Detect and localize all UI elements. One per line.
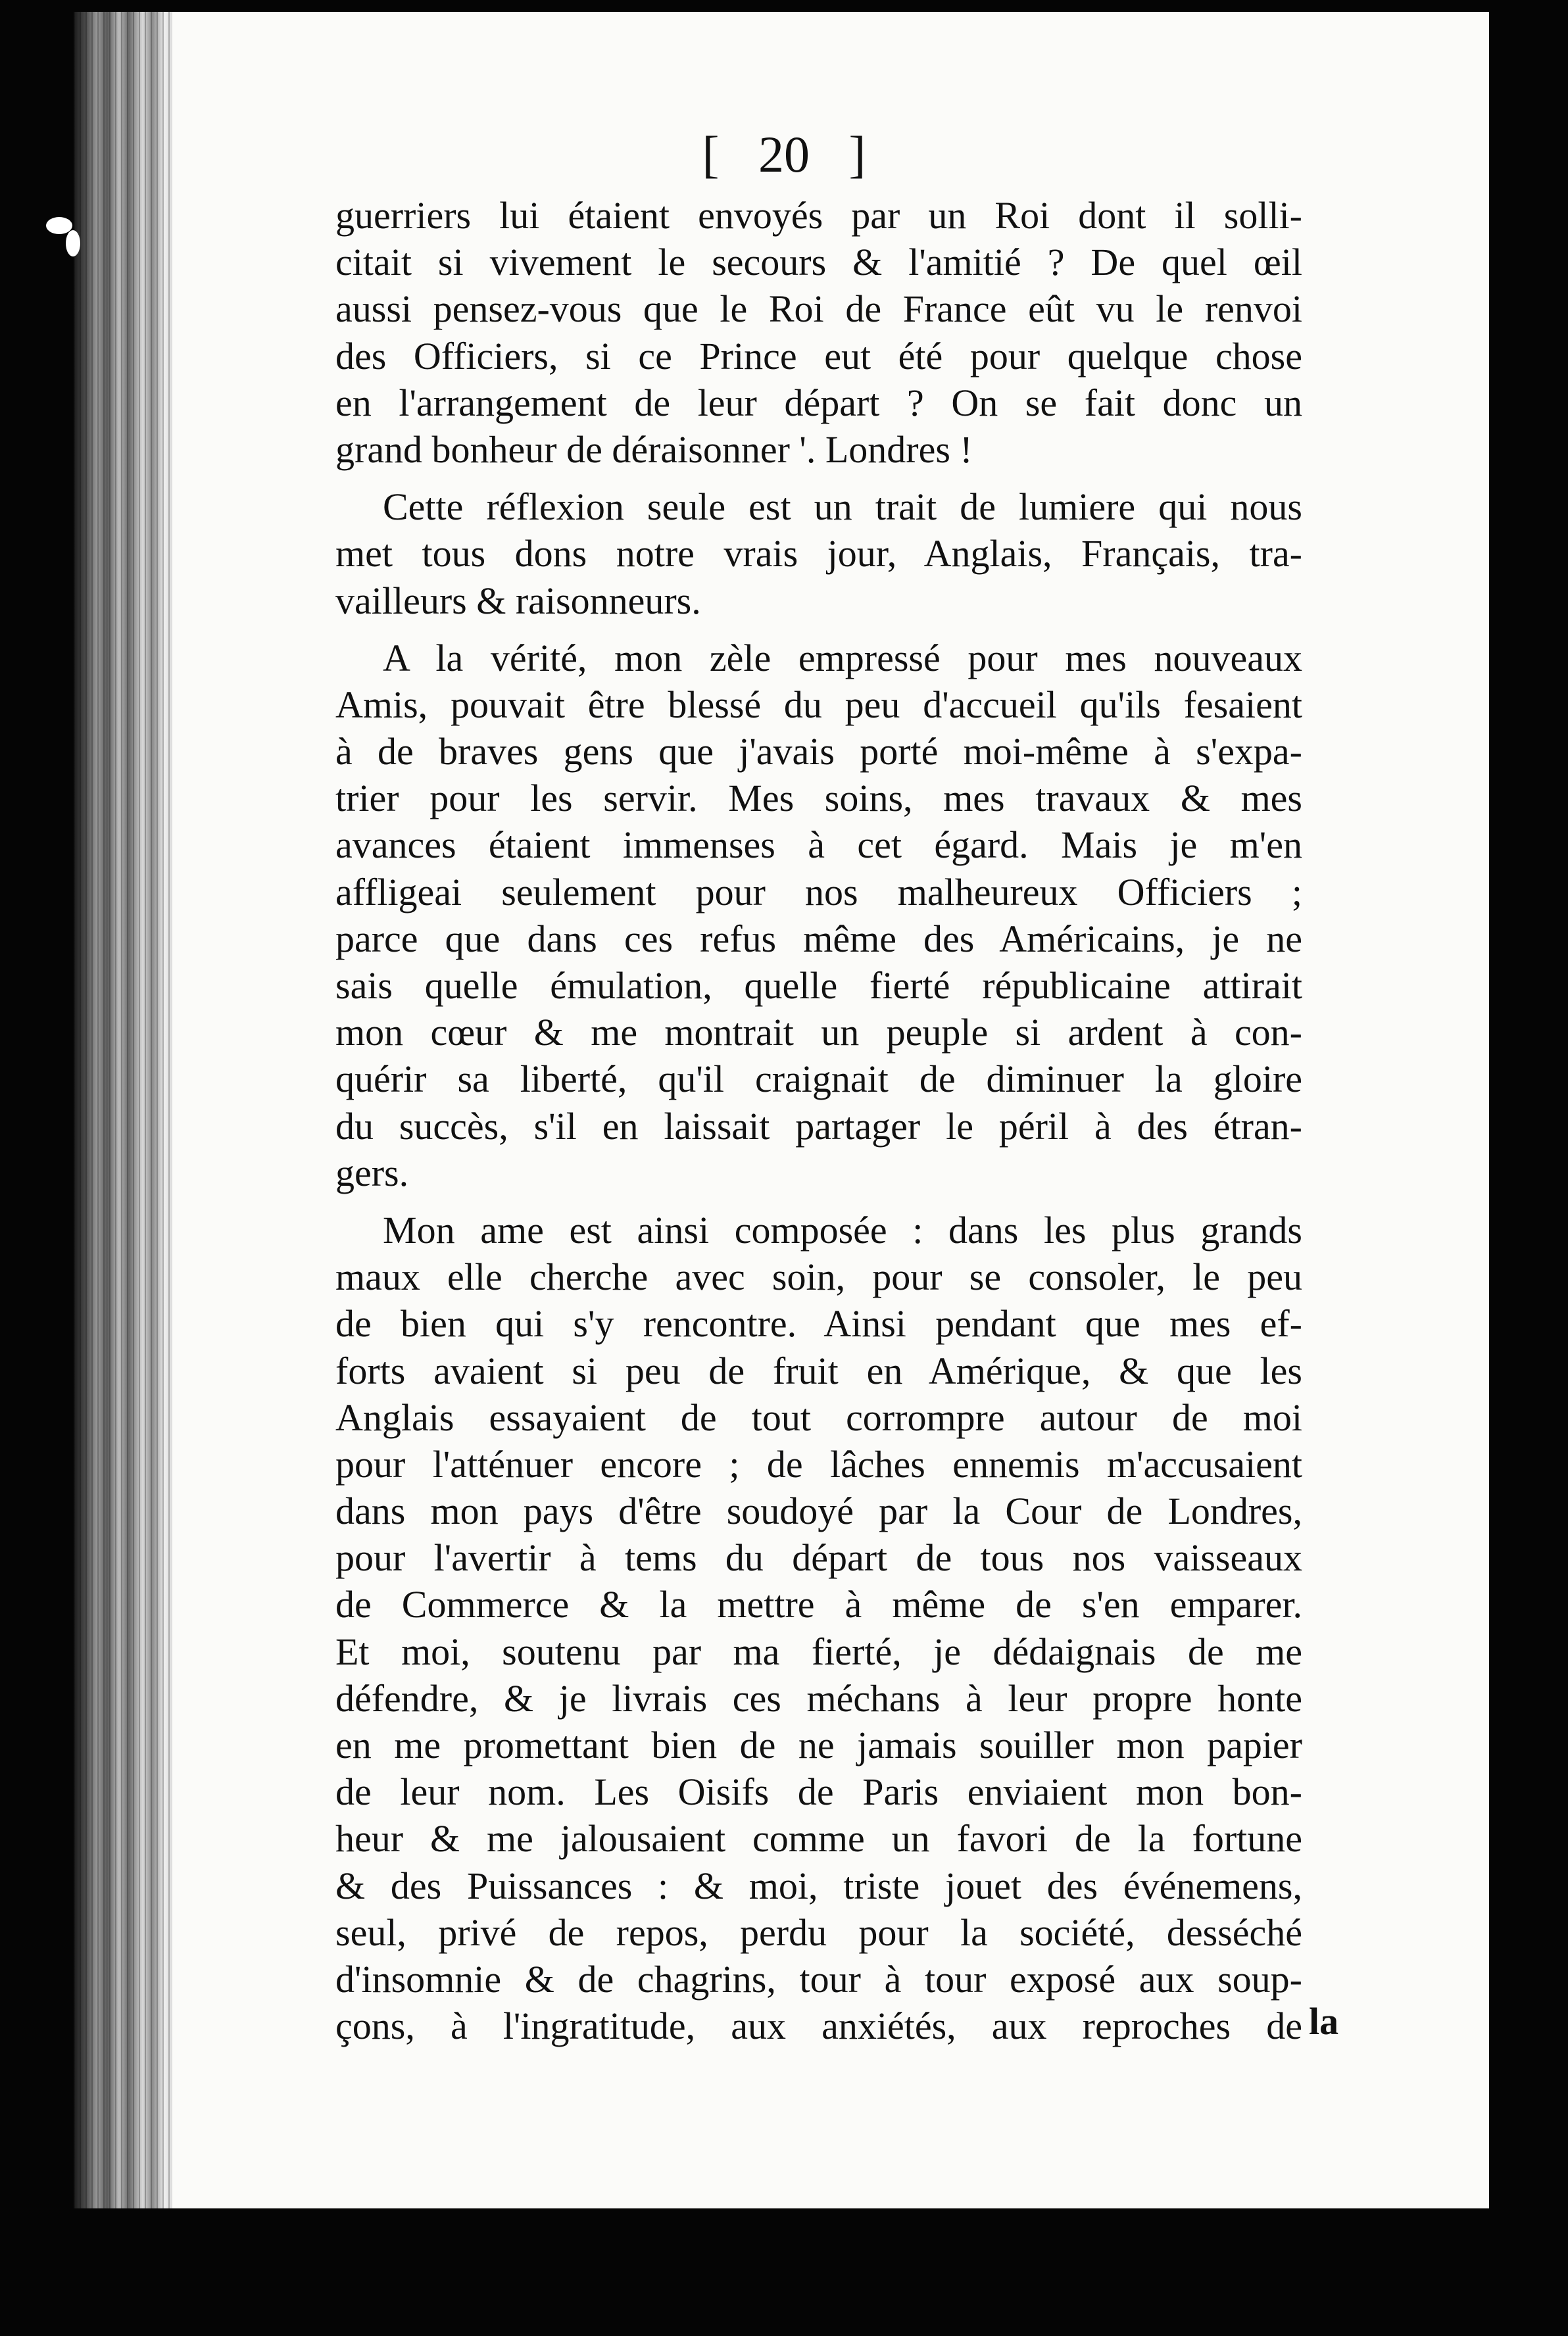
text-line: pour l'avertir à tems du départ de tous nos vaisseaux (335, 1536, 1302, 1580)
text-line: dans mon pays d'être soudoyé par la Cour de Londres, (335, 1490, 1302, 1533)
text-line: trier pour les servir. Mes soins, mes travaux & mes (335, 777, 1302, 820)
text-line: des Officiers, si ce Prince eut été pour quelque chose (335, 334, 1302, 377)
text-line: en me promettant bien de ne jamais souiller mon papier (335, 1724, 1302, 1766)
text-line: aussi pensez-vous que le Roi de France eût vu le renvoi (335, 287, 1302, 331)
text-line: Mon ame est ainsi composée : dans les plus grands (383, 1208, 1302, 1252)
text-line: de leur nom. Les Oisifs de Paris enviaient mon bon- (335, 1770, 1302, 1814)
text-line: forts avaient si peu de fruit en Amérique, & que les (335, 1349, 1302, 1392)
scan-artifact (66, 230, 80, 256)
text-line: d'insomnie & de chagrins, tour à tour exposé aux soup- (335, 1957, 1302, 2001)
paragraph (335, 483, 1302, 624)
page-right-margin-shadow (1489, 12, 1529, 2208)
text-line: défendre, & je livrais ces méchans à leur propre honte (335, 1676, 1302, 1720)
text-line: pour l'atténuer encore ; de lâches ennemis m'accusaient (335, 1442, 1302, 1486)
text-line: citait si vivement le secours & l'amitié ? De quel œil (335, 241, 1302, 284)
text-line: de Commerce & la mettre à même de s'en emparer. (335, 1583, 1302, 1626)
text-line: Et moi, soutenu par ma fierté, je dédaignais de me (335, 1630, 1302, 1673)
text-line: heur & me jalousaient comme un favori de la fortune (335, 1817, 1302, 1861)
header-bracket-right: ] (848, 126, 866, 183)
text-line: maux elle cherche avec soin, pour se consoler, le peu (335, 1255, 1302, 1299)
catchword: la (1309, 2000, 1339, 2043)
text-line: vailleurs & raisonneurs. (335, 579, 701, 622)
text-line: Anglais essayaient de tout corrompre autour de moi (335, 1396, 1302, 1439)
text-line: & des Puissances : & moi, triste jouet des événemens, (335, 1864, 1302, 1907)
text-line: met tous dons notre vrais jour, Anglais, Français, tra- (335, 532, 1302, 575)
text-line: seul, privé de repos, perdu pour la société, desséché (335, 1910, 1302, 1954)
text-line: çons, à l'ingratitude, aux anxiétés, aux reproches de (335, 2005, 1302, 2048)
page-body-text (335, 192, 1302, 2049)
text-line: Amis, pouvait être blessé du peu d'accueil qu'ils fesaient (335, 683, 1302, 726)
text-line: affligeai seulement pour nos malheureux Officiers ; (335, 870, 1302, 913)
scan-artifact (46, 217, 72, 234)
text-line: sais quelle émulation, quelle fierté républicaine attirait (335, 964, 1302, 1007)
paragraph (335, 1207, 1302, 2049)
text-line: Cette réflexion seule est un trait de lumiere qui nous (383, 485, 1302, 529)
text-line: à de braves gens que j'avais porté moi-même à s'expa- (335, 730, 1302, 773)
paragraph (335, 635, 1302, 1196)
text-line: grand bonheur de déraisonner '. Londres ! (335, 427, 973, 471)
page-number: 20 (758, 126, 810, 183)
text-line: mon cœur & me montrait un peuple si ardent à con- (335, 1011, 1302, 1054)
book-gutter-edge (74, 12, 172, 2208)
text-line: gers. (335, 1151, 409, 1194)
text-line: guerriers lui étaient envoyés par un Roi dont il solli- (335, 194, 1302, 237)
text-line: en l'arrangement de leur départ ? On se fait donc un (335, 381, 1302, 424)
text-line: A la vérité, mon zèle empressé pour mes nouveaux (383, 636, 1302, 679)
text-line: du succès, s'il en laissait partager le péril à des étran- (335, 1104, 1302, 1148)
text-line: avances étaient immenses à cet égard. Mais je m'en (335, 823, 1302, 867)
text-line: quérir sa liberté, qu'il craignait de diminuer la gloire (335, 1058, 1302, 1101)
header-bracket-left: [ (702, 126, 720, 183)
text-line: de bien qui s'y rencontre. Ainsi pendant que mes ef- (335, 1302, 1302, 1346)
text-line: parce que dans ces refus même des Américains, je ne (335, 917, 1302, 960)
page-header (0, 125, 1568, 184)
paragraph (335, 192, 1302, 473)
